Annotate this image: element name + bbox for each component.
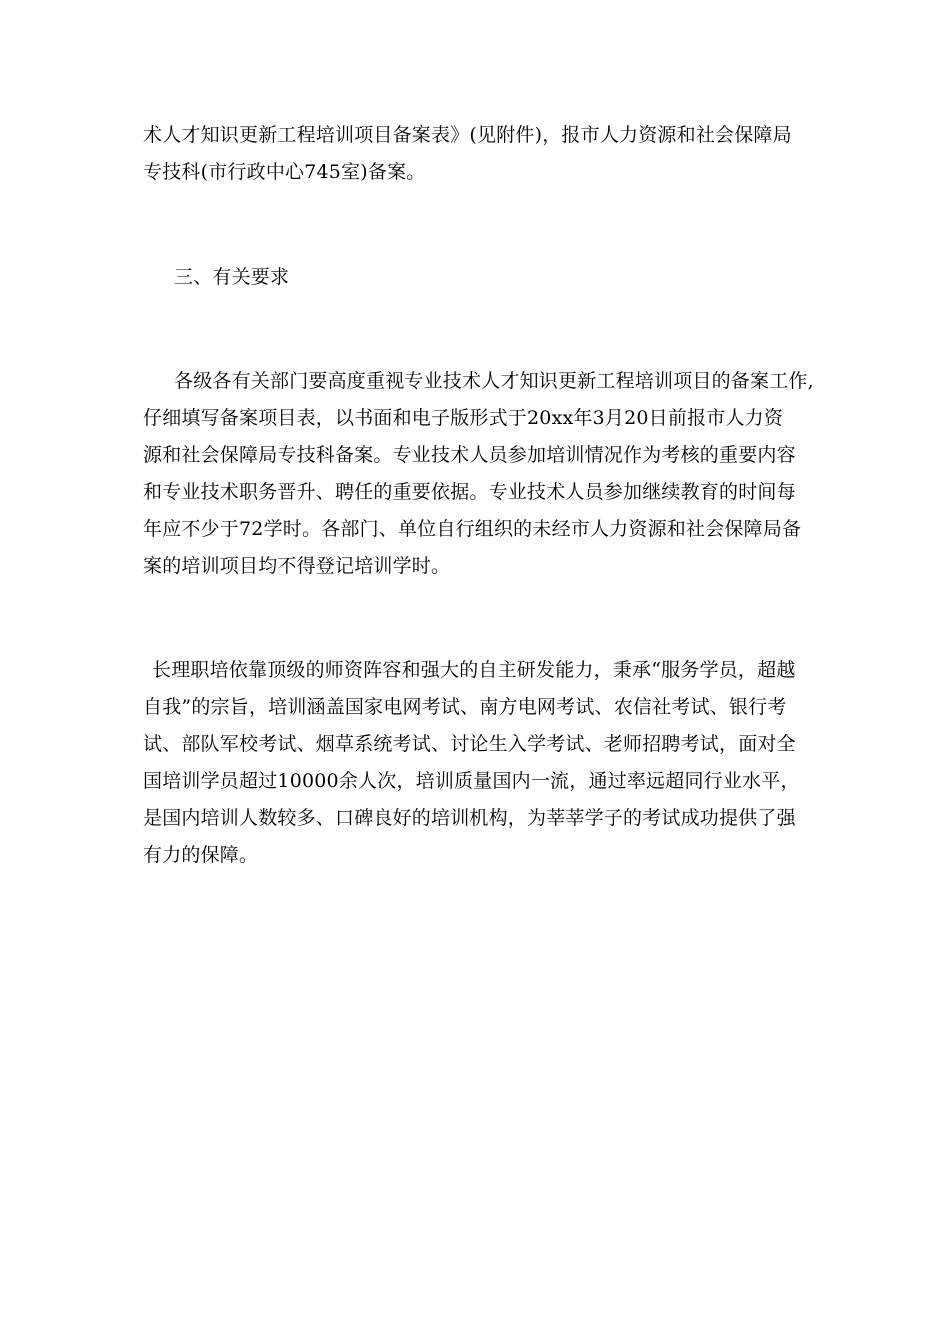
- paragraph-line: 案的培训项目均不得登记培训学时。: [143, 555, 451, 577]
- section-heading: 三、有关要求: [174, 266, 290, 288]
- paragraph-line: 专技科(市行政中心745室)备案。: [143, 161, 426, 183]
- paragraph-line: 术人才知识更新工程培训项目备案表》(见附件)，报市人力资源和社会保障局: [143, 124, 792, 146]
- paragraph-line: 是国内培训人数较多、口碑良好的培训机构，为莘莘学子的考试成功提供了强: [143, 807, 796, 829]
- paragraph-line: 有力的保障。: [143, 844, 259, 866]
- paragraph-line: 年应不少于72学时。各部门、单位自行组织的未经市人力资源和社会保障局备: [143, 518, 802, 540]
- paragraph-line: 自我”的宗旨，培训涵盖国家电网考试、南方电网考试、农信社考试、银行考: [143, 696, 787, 718]
- paragraph-line: 长理职培依靠顶级的师资阵容和强大的自主研发能力，秉承“服务学员，超越: [152, 659, 796, 681]
- paragraph-line: 试、部队军校考试、烟草系统考试、讨论生入学考试、老师招聘考试，面对全: [143, 733, 796, 755]
- paragraph-line: 仔细填写备案项目表，以书面和电子版形式于20xx年3月20日前报市人力资: [143, 407, 784, 429]
- paragraph-line: 源和社会保障局专技科备案。专业技术人员参加培训情况作为考核的重要内容: [143, 444, 796, 466]
- paragraph-line: 国培训学员超过10000余人次，培训质量国内一流，通过率远超同行业水平，: [143, 770, 800, 792]
- paragraph-line: 各级各有关部门要高度重视专业技术人才知识更新工程培训项目的备案工作,: [174, 370, 814, 392]
- paragraph-line: 和专业技术职务晋升、聘任的重要依据。专业技术人员参加继续教育的时间每: [143, 481, 796, 503]
